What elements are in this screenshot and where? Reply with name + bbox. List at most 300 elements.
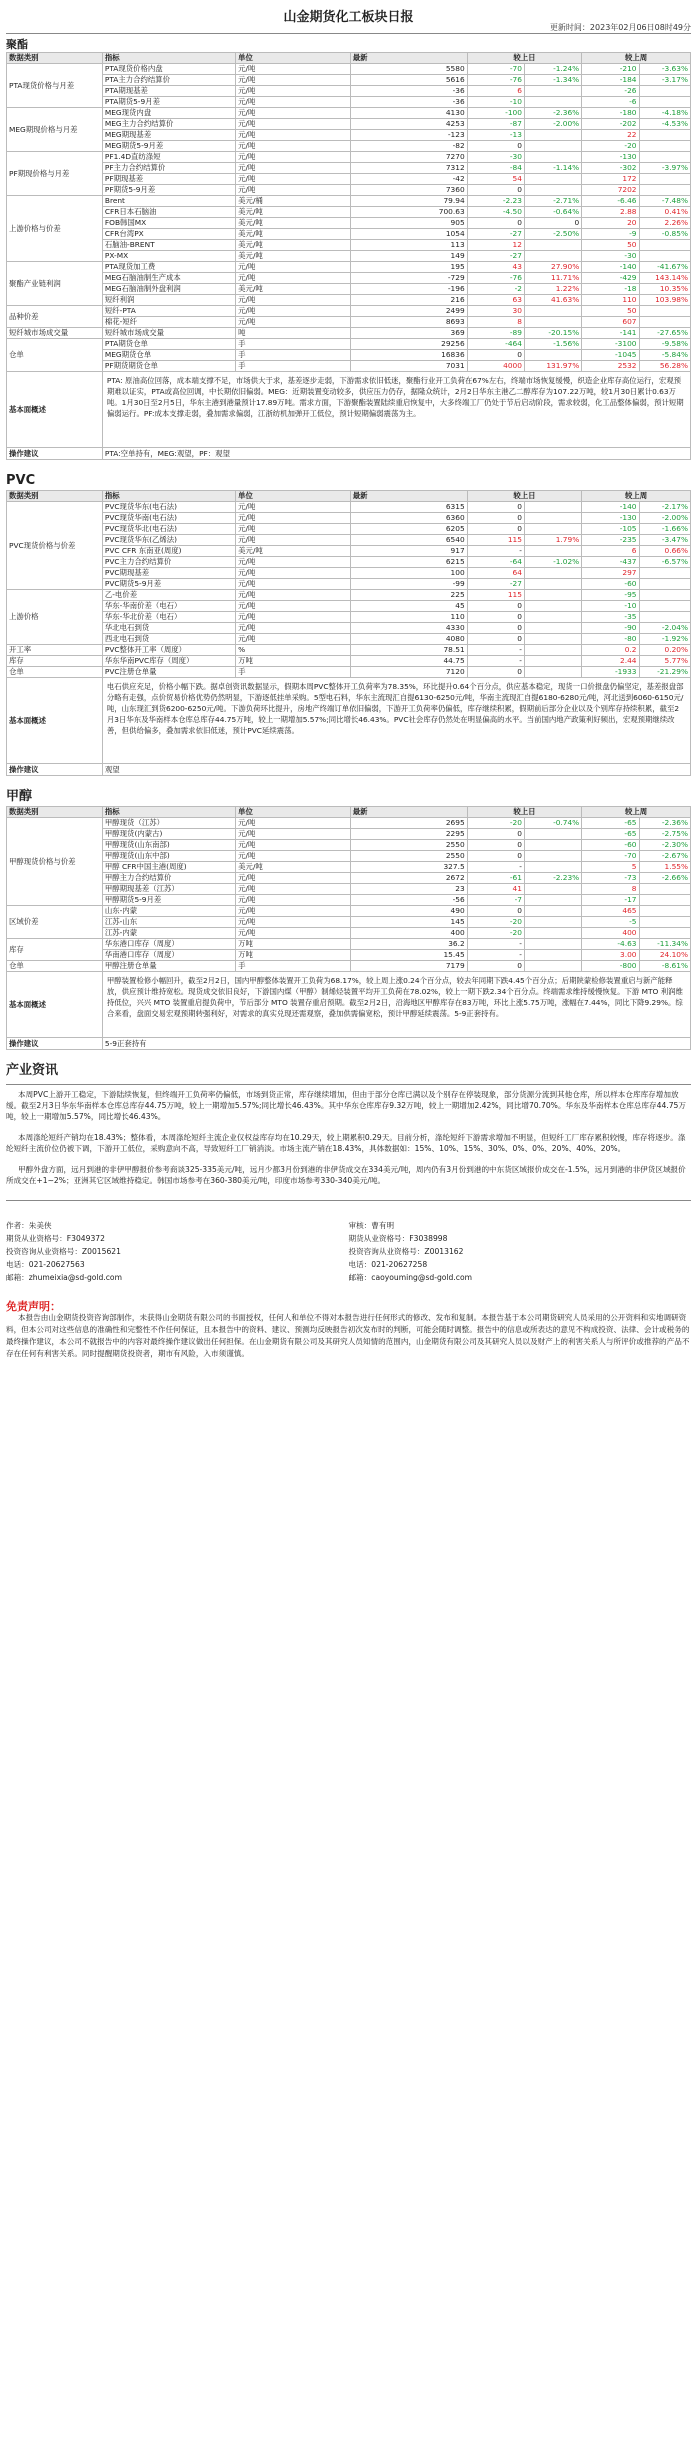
indicator-name: MEG期货5-9月差 (102, 141, 235, 152)
latest-value: 145 (350, 917, 467, 928)
week-change-pct (639, 568, 691, 579)
latest-value: 4130 (350, 108, 467, 119)
unit: 元/吨 (236, 97, 351, 108)
day-change-pct (524, 895, 581, 906)
summary-text: PTA: 原油高位回落，成本端支撑不足，市场供大于求，基差逐步走弱，下游需求依旧低迷，聚酯行业开工负荷在67%左右，终端市场恢复缓慢，织造企业库存高位运行，宏观预期难以证实，PTA或高位回调，中长期依旧偏弱。MEG：近期装置变动较多，供应压力仍存，据隆众统计，2月2日华东主港乙二醇库存为107.22万吨，较1月30日累计0.63万吨。1月30日至2月5日，华东主港到港量预计17.89万吨。需求方面，下游聚酯装置陆续重启恢复中，大多终端工厂仍处于节后启动阶段，需求较弱，化工品整体偏弱，预计短期偏弱运行。PF:成本支撑走弱，叠加需求偏弱，江浙纺机加弹开工低位，预计短期偏弱震荡为主。 (102, 372, 690, 448)
table-row (7, 546, 691, 557)
week-change-pct (639, 590, 691, 601)
week-change: 2.44 (582, 656, 639, 667)
table-row (7, 873, 691, 884)
day-change-pct (524, 939, 581, 950)
day-change-pct (524, 502, 581, 513)
day-change-pct (524, 240, 581, 251)
latest-value: 327.5 (350, 862, 467, 873)
week-change: -180 (582, 108, 639, 119)
row-group-label: 开工率 (7, 645, 103, 656)
day-change-pct: 41.63% (524, 295, 581, 306)
table-row (7, 350, 691, 361)
unit: 美元/吨 (236, 240, 351, 251)
section-title-news: 产业资讯 (6, 1063, 59, 1078)
unit: 元/吨 (236, 306, 351, 317)
day-change-pct: 11.71% (524, 273, 581, 284)
day-change: - (467, 656, 524, 667)
day-change: -89 (467, 328, 524, 339)
week-change: 50 (582, 306, 639, 317)
week-change: -105 (582, 524, 639, 535)
latest-value: 45 (350, 601, 467, 612)
day-change-pct (524, 961, 581, 972)
week-change-pct: -2.17% (639, 502, 691, 513)
indicator-name: PF期货5-9月差 (102, 185, 235, 196)
latest-value: -36 (350, 86, 467, 97)
week-change-pct (639, 306, 691, 317)
week-change-pct (639, 174, 691, 185)
summary-row (7, 972, 691, 1038)
row-group-label: 仓单 (7, 667, 103, 678)
latest-value: 6360 (350, 513, 467, 524)
week-change-pct: -0.85% (639, 229, 691, 240)
unit: 美元/吨 (236, 218, 351, 229)
indicator-name: PTA现货价格内盘 (102, 64, 235, 75)
week-change: 110 (582, 295, 639, 306)
day-change-pct: -1.02% (524, 557, 581, 568)
week-change-pct: -3.97% (639, 163, 691, 174)
week-change: 607 (582, 317, 639, 328)
unit: 元/吨 (236, 579, 351, 590)
day-change-pct: -1.56% (524, 339, 581, 350)
week-change: -80 (582, 634, 639, 645)
week-change-pct (639, 612, 691, 623)
week-change-pct: -2.04% (639, 623, 691, 634)
row-group-label: 上游价格 (7, 590, 103, 645)
latest-value: 700.63 (350, 207, 467, 218)
summary-text: 电石供应充足，价格小幅下跌。据卓创资讯数据显示，假期本周PVC整体开工负荷率为78.35%，环比提升0.64个百分点，供应基本稳定，现货一口价报盘仍偏坚定，基差报盘部分略有走强，点价贸易价格优势仍然明显，下游逐低挂单采购。5型电石料，华东主流现汇自提6130-6250元/吨，华南主流现汇自提6180-6280元/吨，河北送到6060-6150元/吨，山东现汇到货6200-6250元/吨。下游负荷环比提升，房地产终端订单依旧偏弱，下游开工负荷率仍偏低，库存继续积累，假期前后部分企业以及个别库存持续积累，截至2月3日华东及华南样本仓库总库存44.75万吨，较上一期增加5.57%;同比增长46.43%。PVC社会库存仍然处在明显偏高的水平。当前国内地产政策利好频出，宏观预期继续改善，但供给偏多，叠加需求依旧低迷，预计PVC延续震荡。 (102, 678, 690, 764)
week-change-pct: -2.66% (639, 873, 691, 884)
latest-value: 7179 (350, 961, 467, 972)
day-change-pct: -1.34% (524, 75, 581, 86)
unit: 美元/吨 (236, 862, 351, 873)
advice-label: 操作建议 (7, 448, 103, 460)
table-row (7, 612, 691, 623)
row-group-label: 仓单 (7, 961, 103, 972)
column-header: 较上日 (467, 491, 582, 502)
latest-value: 6540 (350, 535, 467, 546)
row-group-label: 短纤城市场成交量 (7, 328, 103, 339)
table-row (7, 939, 691, 950)
summary-row (7, 372, 691, 448)
week-change: -26 (582, 86, 639, 97)
table-row (7, 513, 691, 524)
table-row (7, 884, 691, 895)
week-change-pct: -1.66% (639, 524, 691, 535)
day-change-pct (524, 568, 581, 579)
author-block (6, 1219, 691, 1284)
column-header: 最新 (350, 807, 467, 818)
table-row (7, 185, 691, 196)
indicator-name: 山东-内蒙 (102, 906, 235, 917)
week-change-pct (639, 579, 691, 590)
unit: 元/吨 (236, 895, 351, 906)
unit: 手 (236, 361, 351, 372)
table-row (7, 251, 691, 262)
indicator-name: 石脑油-BRENT (102, 240, 235, 251)
column-header: 较上日 (467, 53, 582, 64)
advice-row (7, 1038, 691, 1050)
table-row (7, 240, 691, 251)
day-change-pct: 0 (524, 218, 581, 229)
indicator-name: PVC期现基差 (102, 568, 235, 579)
day-change: -7 (467, 895, 524, 906)
latest-value: 79.94 (350, 196, 467, 207)
table-row (7, 75, 691, 86)
column-header: 指标 (102, 491, 235, 502)
indicator-name: 短纤-PTA (102, 306, 235, 317)
week-change-pct: -2.00% (639, 513, 691, 524)
week-change: 465 (582, 906, 639, 917)
day-change-pct (524, 130, 581, 141)
indicator-name: PVC整体开工率（周度） (102, 645, 235, 656)
day-change: -87 (467, 119, 524, 130)
indicator-name: 甲醇现货(山东南部) (102, 840, 235, 851)
section-title-pvc: PVC (6, 473, 36, 488)
column-header: 单位 (236, 491, 351, 502)
indicator-name: PTA主力合约结算价 (102, 75, 235, 86)
advice-row (7, 448, 691, 460)
indicator-name: 棉花-短纤 (102, 317, 235, 328)
latest-value: -36 (350, 97, 467, 108)
latest-value: 490 (350, 906, 467, 917)
indicator-name: PF期货期货仓单 (102, 361, 235, 372)
row-group-label: PVC现货价格与价差 (7, 502, 103, 590)
day-change-pct (524, 524, 581, 535)
day-change-pct (524, 667, 581, 678)
indicator-name: 甲醇期货5-9月差 (102, 895, 235, 906)
table-row (7, 130, 691, 141)
week-change: -141 (582, 328, 639, 339)
indicator-name: MEG石脑油制外盘利润 (102, 284, 235, 295)
table-row (7, 64, 691, 75)
advice-label: 操作建议 (7, 764, 103, 776)
week-change-pct: -2.36% (639, 818, 691, 829)
day-change: -27 (467, 251, 524, 262)
day-change: -27 (467, 229, 524, 240)
section-title-juzhi: 聚酯 (6, 38, 28, 51)
latest-value: 23 (350, 884, 467, 895)
day-change: 63 (467, 295, 524, 306)
latest-value: 15.45 (350, 950, 467, 961)
latest-value: -729 (350, 273, 467, 284)
week-change-pct: 143.14% (639, 273, 691, 284)
table-row (7, 906, 691, 917)
indicator-name: 华东-华北价差（电石） (102, 612, 235, 623)
latest-value: 195 (350, 262, 467, 273)
day-change-pct (524, 601, 581, 612)
day-change-pct (524, 86, 581, 97)
indicator-name: 华东华南PVC库存（周度） (102, 656, 235, 667)
latest-value: 4330 (350, 623, 467, 634)
latest-value: -82 (350, 141, 467, 152)
week-change-pct (639, 141, 691, 152)
update-time: 更新时间：2023年02月06日08时49分 (6, 22, 691, 34)
week-change: -130 (582, 513, 639, 524)
column-header: 较上日 (467, 807, 582, 818)
latest-value: 917 (350, 546, 467, 557)
table-row (7, 623, 691, 634)
week-change: -10 (582, 601, 639, 612)
row-group-label: PF期现价格与月差 (7, 152, 103, 196)
indicator-name: PVC CFR 东南亚(周度) (102, 546, 235, 557)
news-block (6, 1084, 691, 1201)
day-change: -76 (467, 273, 524, 284)
week-change: -70 (582, 851, 639, 862)
unit: 元/吨 (236, 829, 351, 840)
day-change: 115 (467, 590, 524, 601)
day-change: -84 (467, 163, 524, 174)
latest-value: 216 (350, 295, 467, 306)
day-change: 30 (467, 306, 524, 317)
indicator-name: FOB韩国MX (102, 218, 235, 229)
column-header: 单位 (236, 53, 351, 64)
table-row (7, 141, 691, 152)
day-change: 4000 (467, 361, 524, 372)
week-change: -95 (582, 590, 639, 601)
unit: 美元/吨 (236, 284, 351, 295)
reviewer-phone: 电话：021-20627258 (348, 1260, 428, 1269)
latest-value: 44.75 (350, 656, 467, 667)
latest-value: 1054 (350, 229, 467, 240)
week-change: -65 (582, 829, 639, 840)
unit: 元/吨 (236, 601, 351, 612)
day-change: -464 (467, 339, 524, 350)
indicator-name: 甲醇 CFR中国主港(周度) (102, 862, 235, 873)
week-change: -30 (582, 251, 639, 262)
indicator-name: 甲醇期现基差（江苏） (102, 884, 235, 895)
latest-value: 7120 (350, 667, 467, 678)
week-change: 7202 (582, 185, 639, 196)
unit: 元/吨 (236, 851, 351, 862)
week-change-pct: -2.75% (639, 829, 691, 840)
author-name: 作者：朱美侠 (6, 1221, 52, 1230)
row-group-label: PTA现货价格与月差 (7, 64, 103, 108)
day-change-pct: -0.74% (524, 818, 581, 829)
week-change: -302 (582, 163, 639, 174)
table-row (7, 229, 691, 240)
summary-label: 基本面概述 (7, 372, 103, 448)
day-change: 0 (467, 623, 524, 634)
unit: 元/吨 (236, 64, 351, 75)
week-change: -210 (582, 64, 639, 75)
day-change-pct: 1.22% (524, 284, 581, 295)
day-change-pct: -2.23% (524, 873, 581, 884)
week-change: 8 (582, 884, 639, 895)
day-change-pct (524, 174, 581, 185)
week-change: -437 (582, 557, 639, 568)
week-change-pct: 56.28% (639, 361, 691, 372)
row-group-label: 区域价差 (7, 906, 103, 939)
latest-value: 2550 (350, 840, 467, 851)
table-row (7, 97, 691, 108)
table-row (7, 818, 691, 829)
week-change-pct (639, 185, 691, 196)
day-change: 41 (467, 884, 524, 895)
indicator-name: PVC现货华北(电石法) (102, 524, 235, 535)
week-change-pct (639, 251, 691, 262)
day-change-pct (524, 317, 581, 328)
latest-value: 369 (350, 328, 467, 339)
week-change: -60 (582, 579, 639, 590)
table-row (7, 163, 691, 174)
advice-label: 操作建议 (7, 1038, 103, 1050)
table-header-row (7, 807, 691, 818)
unit: 元/吨 (236, 906, 351, 917)
unit: 元/吨 (236, 262, 351, 273)
report-title: 山金期货化工板块日报 (283, 10, 414, 25)
week-change: 2.88 (582, 207, 639, 218)
section-title-jiachun: 甲醇 (6, 789, 33, 804)
indicator-name: 甲醇现货（江苏） (102, 818, 235, 829)
latest-value: 7312 (350, 163, 467, 174)
unit: 元/吨 (236, 590, 351, 601)
latest-value: 2672 (350, 873, 467, 884)
unit: 元/吨 (236, 119, 351, 130)
indicator-name: MEG期现基差 (102, 130, 235, 141)
indicator-name: PTA现货加工费 (102, 262, 235, 273)
unit: 万吨 (236, 950, 351, 961)
indicator-name: CFR日本石脑油 (102, 207, 235, 218)
unit: 美元/桶 (236, 196, 351, 207)
week-change-pct: -11.34% (639, 939, 691, 950)
unit: 手 (236, 339, 351, 350)
table-row (7, 339, 691, 350)
week-change-pct: -3.47% (639, 535, 691, 546)
news-paragraph: 本周涤纶短纤产销均在18.43%；整体看，本周涤纶短纤主流企业仅权益库存均在10.29天，较上期累积0.29天。目前分析，涤纶短纤下游需求增加不明显，但短纤工厂库存累积较慢，库存将逐步。涤纶短纤主流价位仍被下调，下游开工低位，采购意向不高，导致短纤工厂销消淡。市场主流产销在18.43%，具体数据如：15%、10%、15%、30%、0%、0%、20%、40%、20%。 (6, 1133, 686, 1153)
week-change-pct (639, 97, 691, 108)
unit: % (236, 645, 351, 656)
unit: 吨 (236, 328, 351, 339)
day-change-pct (524, 141, 581, 152)
week-change: 2532 (582, 361, 639, 372)
day-change: 0 (467, 524, 524, 535)
week-change-pct: -41.67% (639, 262, 691, 273)
day-change: -30 (467, 152, 524, 163)
day-change-pct (524, 917, 581, 928)
indicator-name: 乙-电价差 (102, 590, 235, 601)
day-change: 0 (467, 218, 524, 229)
table-row (7, 862, 691, 873)
day-change-pct: -20.15% (524, 328, 581, 339)
week-change: -3100 (582, 339, 639, 350)
latest-value: -123 (350, 130, 467, 141)
table-row (7, 196, 691, 207)
day-change-pct (524, 884, 581, 895)
unit: 美元/吨 (236, 229, 351, 240)
table-row (7, 306, 691, 317)
unit: 万吨 (236, 656, 351, 667)
day-change: -61 (467, 873, 524, 884)
day-change-pct (524, 97, 581, 108)
row-group-label: MEG期现价格与月差 (7, 108, 103, 152)
day-change: -4.50 (467, 207, 524, 218)
day-change-pct (524, 546, 581, 557)
week-change-pct (639, 884, 691, 895)
column-header: 数据类别 (7, 491, 103, 502)
unit: 元/吨 (236, 524, 351, 535)
week-change-pct: 24.10% (639, 950, 691, 961)
table-row (7, 284, 691, 295)
latest-value: 2550 (350, 851, 467, 862)
table-row (7, 917, 691, 928)
week-change: -90 (582, 623, 639, 634)
table-row (7, 568, 691, 579)
column-header: 较上周 (582, 807, 691, 818)
latest-value: -56 (350, 895, 467, 906)
reviewer-email: 邮箱：caoyouming@sd-gold.com (348, 1273, 472, 1282)
week-change-pct: -3.17% (639, 75, 691, 86)
indicator-name: 短纤城市场成交量 (102, 328, 235, 339)
day-change: 0 (467, 612, 524, 623)
day-change: 54 (467, 174, 524, 185)
week-change: -60 (582, 840, 639, 851)
day-change: 115 (467, 535, 524, 546)
table-row (7, 961, 691, 972)
summary-row (7, 678, 691, 764)
latest-value: 4080 (350, 634, 467, 645)
week-change-pct (639, 130, 691, 141)
week-change-pct: -1.92% (639, 634, 691, 645)
week-change-pct: -2.30% (639, 840, 691, 851)
day-change-pct (524, 306, 581, 317)
indicator-name: 甲醇现货(内蒙古) (102, 829, 235, 840)
table-row (7, 262, 691, 273)
day-change: 0 (467, 851, 524, 862)
day-change-pct (524, 513, 581, 524)
latest-value: 16836 (350, 350, 467, 361)
day-change: -2.23 (467, 196, 524, 207)
table-row (7, 361, 691, 372)
week-change: -20 (582, 141, 639, 152)
unit: 元/吨 (236, 75, 351, 86)
week-change: 400 (582, 928, 639, 939)
day-change: 43 (467, 262, 524, 273)
indicator-name: 华北电石到货 (102, 623, 235, 634)
unit: 手 (236, 961, 351, 972)
day-change-pct (524, 251, 581, 262)
author-email: 邮箱：zhumeixia@sd-gold.com (6, 1273, 122, 1282)
column-header: 单位 (236, 807, 351, 818)
day-change-pct (524, 862, 581, 873)
row-group-label: 聚酯产业链利润 (7, 262, 103, 306)
advice-text: 观望 (102, 764, 690, 776)
week-change-pct: 5.77% (639, 656, 691, 667)
latest-value: 149 (350, 251, 467, 262)
jiachun-table (6, 806, 691, 1050)
day-change: -70 (467, 64, 524, 75)
day-change: 0 (467, 513, 524, 524)
table-row (7, 502, 691, 513)
unit: 元/吨 (236, 273, 351, 284)
day-change: - (467, 546, 524, 557)
table-row (7, 108, 691, 119)
column-header: 指标 (102, 53, 235, 64)
day-change: 0 (467, 829, 524, 840)
week-change-pct: -3.63% (639, 64, 691, 75)
day-change-pct (524, 950, 581, 961)
day-change-pct: -2.71% (524, 196, 581, 207)
summary-label: 基本面概述 (7, 972, 103, 1038)
latest-value: 6315 (350, 502, 467, 513)
juzhi-table (6, 52, 691, 460)
day-change-pct (524, 612, 581, 623)
